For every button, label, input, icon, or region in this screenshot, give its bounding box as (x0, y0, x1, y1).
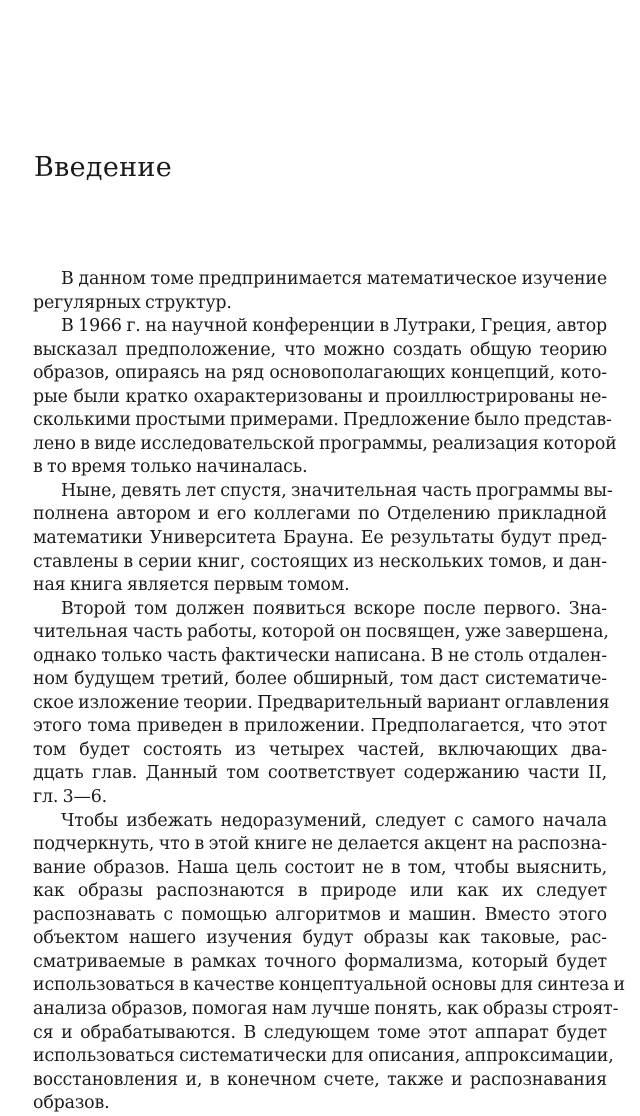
text-line: использоваться в качестве концептуальной основы для синтеза и (33, 975, 625, 996)
text-line: В данном томе предпринимается математическое изучение (61, 269, 607, 289)
paragraph-5 (33, 810, 625, 1116)
text-line: восстановления и, в конечном счете, также и распознавания (33, 1069, 607, 1090)
text-line: сколькими простыми примерами. Предложение было представ- (33, 410, 612, 431)
text-line: В 1966 г. на научной конференции в Лутраки, Греция, автор (61, 316, 607, 337)
text-line: ское изложение теории. Предварительный вариант оглавления (33, 692, 610, 713)
text-line: распознавать с помощью алгоритмов и машин. Вместо этого (33, 904, 607, 925)
text-line: использоваться систематически для описания, аппроксимации, (33, 1046, 614, 1067)
text-line: рые были кратко охарактеризованы и проиллюстрированы не- (33, 386, 607, 407)
paragraph-3 (33, 480, 613, 598)
text-line: объектом нашего изучения будут образы как таковые, рас- (33, 928, 607, 949)
text-line: сматриваемые в рамках точного формализма, который будет (33, 951, 607, 972)
text-line: однако только часть фактически написана. В не столь отдален- (33, 645, 607, 666)
paragraph-4 (33, 598, 610, 810)
text-line: ся и обрабатываются. В следующем томе этот аппарат будет (33, 1022, 607, 1043)
body-text (33, 268, 625, 1116)
text-line: анализа образов, помогая нам лучше понять, как образы строят- (33, 998, 619, 1019)
text-line: лено в виде исследовательской программы, реализация которой (33, 433, 617, 454)
text-line: высказал предположение, что можно создать общую теорию (33, 339, 607, 360)
text-line: ная книга является первым томом. (33, 575, 350, 596)
text-line: образов. (33, 1093, 110, 1114)
text-line: чительная часть работы, которой он посвящен, уже завершена, (33, 622, 609, 643)
text-line: гл. 3—6. (33, 787, 108, 808)
text-line: ном будущем третий, более обширный, том даст систематиче- (33, 669, 607, 690)
text-line: вание образов. Наша цель состоит не в том, чтобы выяснить, (33, 857, 607, 878)
text-line: Чтобы избежать недоразумений, следует с самого начала (61, 810, 607, 831)
paragraph-2 (33, 315, 617, 480)
text-line: этого тома приведен в приложении. Предполагается, что этот (33, 716, 607, 737)
paragraph-1 (33, 268, 607, 315)
text-line: Второй том должен появиться вскоре после первого. Зна- (61, 598, 607, 619)
text-line: в то время только начиналась. (33, 457, 308, 478)
text-line: образов, опираясь на ряд основополагающих концепций, кото- (33, 363, 607, 384)
chapter-title: Введение (34, 152, 172, 183)
text-line: как образы распознаются в природе или как их следует (33, 881, 607, 902)
text-line: подчеркнуть, что в этой книге не делается акцент на распозна- (33, 834, 607, 855)
text-line: ставлены в серии книг, состоящих из нескольких томов, и дан- (33, 551, 607, 572)
text-line: дцать глав. Данный том соответствует содержанию части II, (33, 763, 607, 784)
text-line: том будет состоять из четырех частей, включающих два- (33, 739, 607, 760)
text-line: Ныне, девять лет спустя, значительная часть программы вы- (61, 480, 613, 501)
text-line: полнена автором и его коллегами по Отделению прикладной (33, 504, 607, 525)
text-line: математики Университета Брауна. Ее результаты будут пред- (33, 528, 607, 549)
text-line: регулярных структур. (33, 292, 232, 313)
